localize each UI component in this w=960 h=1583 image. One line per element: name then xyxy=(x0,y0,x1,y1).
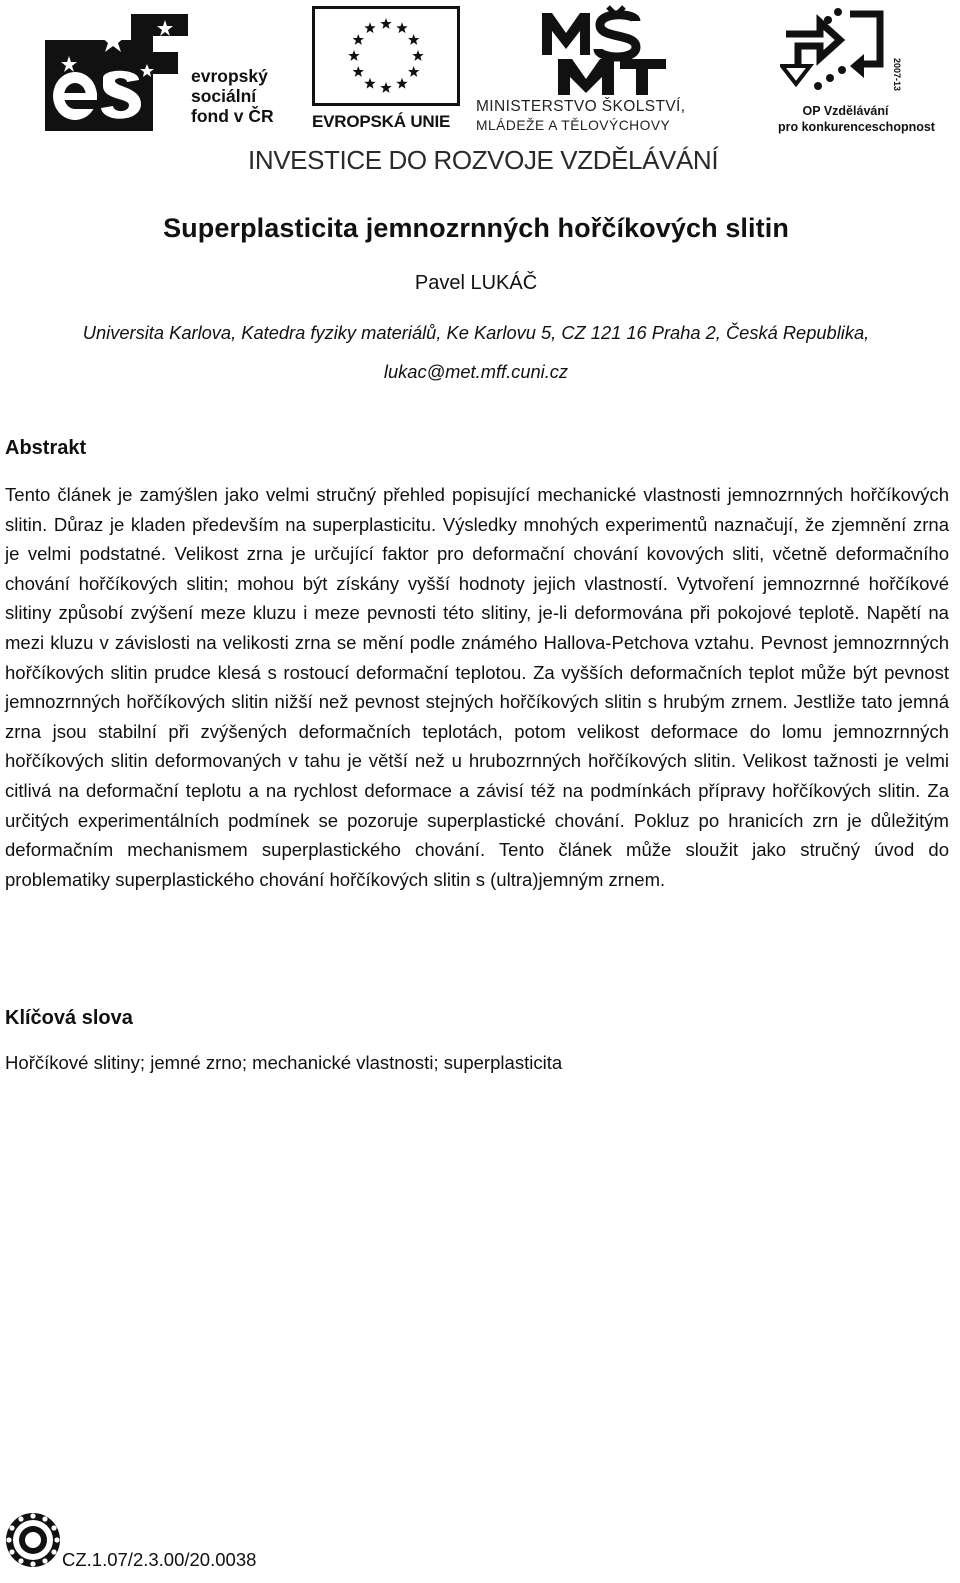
eu-star-icon xyxy=(353,66,364,77)
paper-title: Superplasticita jemnozrnných hořčíkových slitin xyxy=(163,213,789,243)
author-name: Pavel LUKÁČ xyxy=(414,272,538,294)
op-logo xyxy=(778,4,935,134)
logo-banner xyxy=(0,0,960,175)
esf-line-2: sociální xyxy=(191,86,257,106)
eu-star-icon xyxy=(353,34,364,45)
keywords-heading: Klíčová slova xyxy=(5,1007,133,1029)
project-code: CZ.1.07/2.3.00/20.0038 xyxy=(62,1549,257,1570)
eu-star-icon xyxy=(364,78,375,89)
msmt-logo xyxy=(472,5,737,135)
project-seal-icon xyxy=(4,1511,62,1569)
eu-flag-icon xyxy=(315,9,457,103)
eu-star-icon xyxy=(412,50,423,61)
eu-logo xyxy=(312,6,462,131)
msmt-line-2: MLÁDEŽE A TĚLOVÝCHOVY xyxy=(476,118,671,133)
msmt-line-1: MINISTERSTVO ŠKOLSTVÍ, xyxy=(476,98,686,115)
keywords-text: Hořčíkové slitiny; jemné zrno; mechanické vlastnosti; superplasticita xyxy=(5,1052,563,1073)
op-line-2: pro konkurenceschopnost xyxy=(778,120,935,134)
eu-star-icon xyxy=(380,82,391,93)
eu-star-icon xyxy=(408,34,419,45)
esf-mark-icon xyxy=(43,6,188,131)
eu-star-icon xyxy=(408,66,419,77)
op-years: 2007-13 xyxy=(892,58,902,92)
eu-star-icon xyxy=(364,22,375,33)
abstract-text: Tento článek je zamýšlen jako velmi stručný přehled popisující mechanické vlastnosti jemnozrnných hořčíkových slitin. Důraz je kladen především na superplasticitu. Výsledky mnohých experimentů naznačují, že zjemnění zrna je velmi podstatné. Velikost zrna je určující faktor pro deformační chování kovových sliti, včetně deformačního chování hořčíkových slitin; mohou být získány vyšší hodnoty jejich vlastností. Vytvoření jemnozrnné hořčíkové slitiny způsobí zvýšení meze kluzu i meze pevnosti této slitiny, je-li deformována při pokojové teplotě. Napětí na mezi kluzu v závislosti na velikosti zrna se mění podle známého Hallova-Petchova vztahu. Pevnost jemnozrnných hořčíkových slitin prudce klesá s rostoucí deformační teplotou. Za vyšších deformačních teplot může být pevnost jemnozrnných hořčíkových slitin nižší než pevnost stejných hořčíkových slitin s hrubým zrnem. Jestliže tato jemná zrna jsou stabilní při zvýšených deformačních teplotách, potom velikost deformace do lomu jemnozrnných hořčíkových slitin deformovaných v tahu je větší než u hrubozrnných hořčíkových slitin. Velikost tažnosti je velmi citlivá na deformační teplotu a na rychlost deformace a závisí též na podmínkách přípravy hořčíkových slitin. Za určitých experimentálních podmínek se pozoruje superplastické chování. Pokluz po hranicích zrn je důležitým deformačním mechanismem superplastického chování. Tento článek může sloužit jako stručný úvod do problematiky superplastického chování hořčíkových slitin s (ultra)jemným zrnem. xyxy=(5,484,949,890)
eu-label: EVROPSKÁ UNIE xyxy=(312,112,451,131)
eu-star-icon xyxy=(380,18,391,29)
op-line-1: OP Vzdělávání xyxy=(802,104,889,118)
eu-flag-frame xyxy=(312,6,460,106)
msmt-mark-icon xyxy=(538,5,738,97)
eu-star-icon xyxy=(348,50,359,61)
slogan: INVESTICE DO ROZVOJE VZDĚLÁVÁNÍ xyxy=(248,145,719,175)
esf-line-1: evropský xyxy=(191,66,268,86)
esf-logo xyxy=(43,6,303,131)
author-email: lukac@met.mff.cuni.cz xyxy=(383,361,569,382)
eu-star-icon xyxy=(396,78,407,89)
op-arrows-icon xyxy=(780,4,910,100)
op-label xyxy=(778,103,935,135)
eu-star-icon xyxy=(396,22,407,33)
esf-logo-text xyxy=(191,66,274,126)
abstract-heading: Abstrakt xyxy=(5,437,87,459)
esf-line-3: fond v ČR xyxy=(191,106,274,126)
author-affiliation: Universita Karlova, Katedra fyziky materiálů, Ke Karlovu 5, CZ 121 16 Praha 2, Česká Republika, xyxy=(82,322,870,343)
